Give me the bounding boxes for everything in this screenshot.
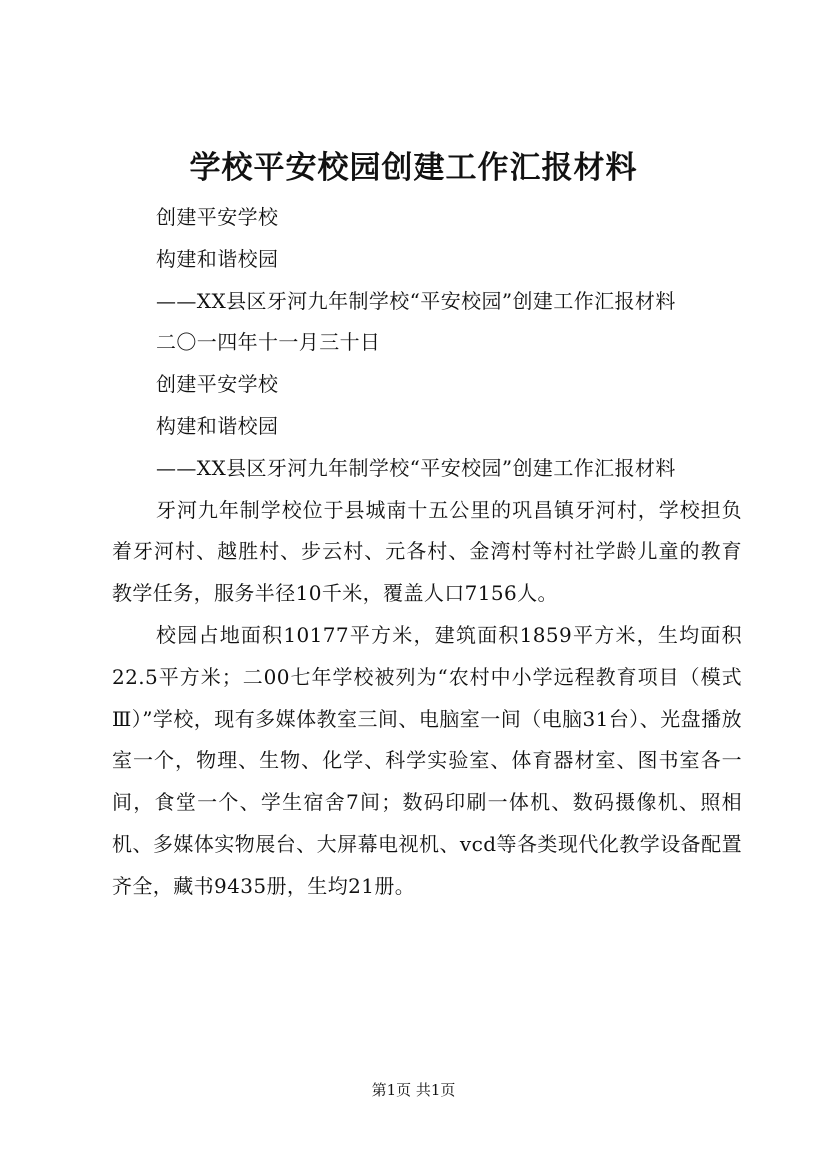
subtitle-line-repeat: ——XX县区牙河九年制学校“平安校园”创建工作汇报材料: [156, 455, 676, 480]
body-paragraph-overview: 牙河九年制学校位于县城南十五公里的巩昌镇牙河村，学校担负着牙河村、越胜村、步云村、元各村、金湾村等村社学龄儿童的教育教学任务，服务半径10千米，覆盖人口7156人。: [112, 497, 742, 606]
heading-line-4: 构建和谐校园: [156, 413, 279, 438]
heading-line-1: 创建平安学校: [156, 205, 279, 229]
date-line: 二〇一四年十一月三十日: [156, 330, 381, 355]
heading-line-3: 创建平安学校: [156, 372, 279, 397]
subtitle-line: ——XX县区牙河九年制学校“平安校园”创建工作汇报材料: [156, 288, 676, 313]
body-paragraph-facilities: 校园占地面积10177平方米，建筑面积1859平方米，生均面积22.5平方米；二00七年学校被列为“农村中小学远程教育项目（模式Ⅲ）”学校，现有多媒体教室三间、电脑室一间（电脑31台）、光盘播放室一个，物理、生物、化学、科学实验室、体育器材室、图书室各一间，食堂一个、学生宿舍7间；数码印刷一体机、数码摄像机、照相机、多媒体实物展台、大屏幕电视机、vcd等各类现代化教学设备配置齐全，藏书9435册，生均21册。: [112, 622, 742, 898]
document-title: 学校平安校园创建工作汇报材料: [189, 150, 638, 186]
heading-line-2: 构建和谐校园: [156, 246, 279, 271]
document-body: [112, 197, 742, 908]
page-footer: 第1页 共1页: [371, 1081, 456, 1099]
